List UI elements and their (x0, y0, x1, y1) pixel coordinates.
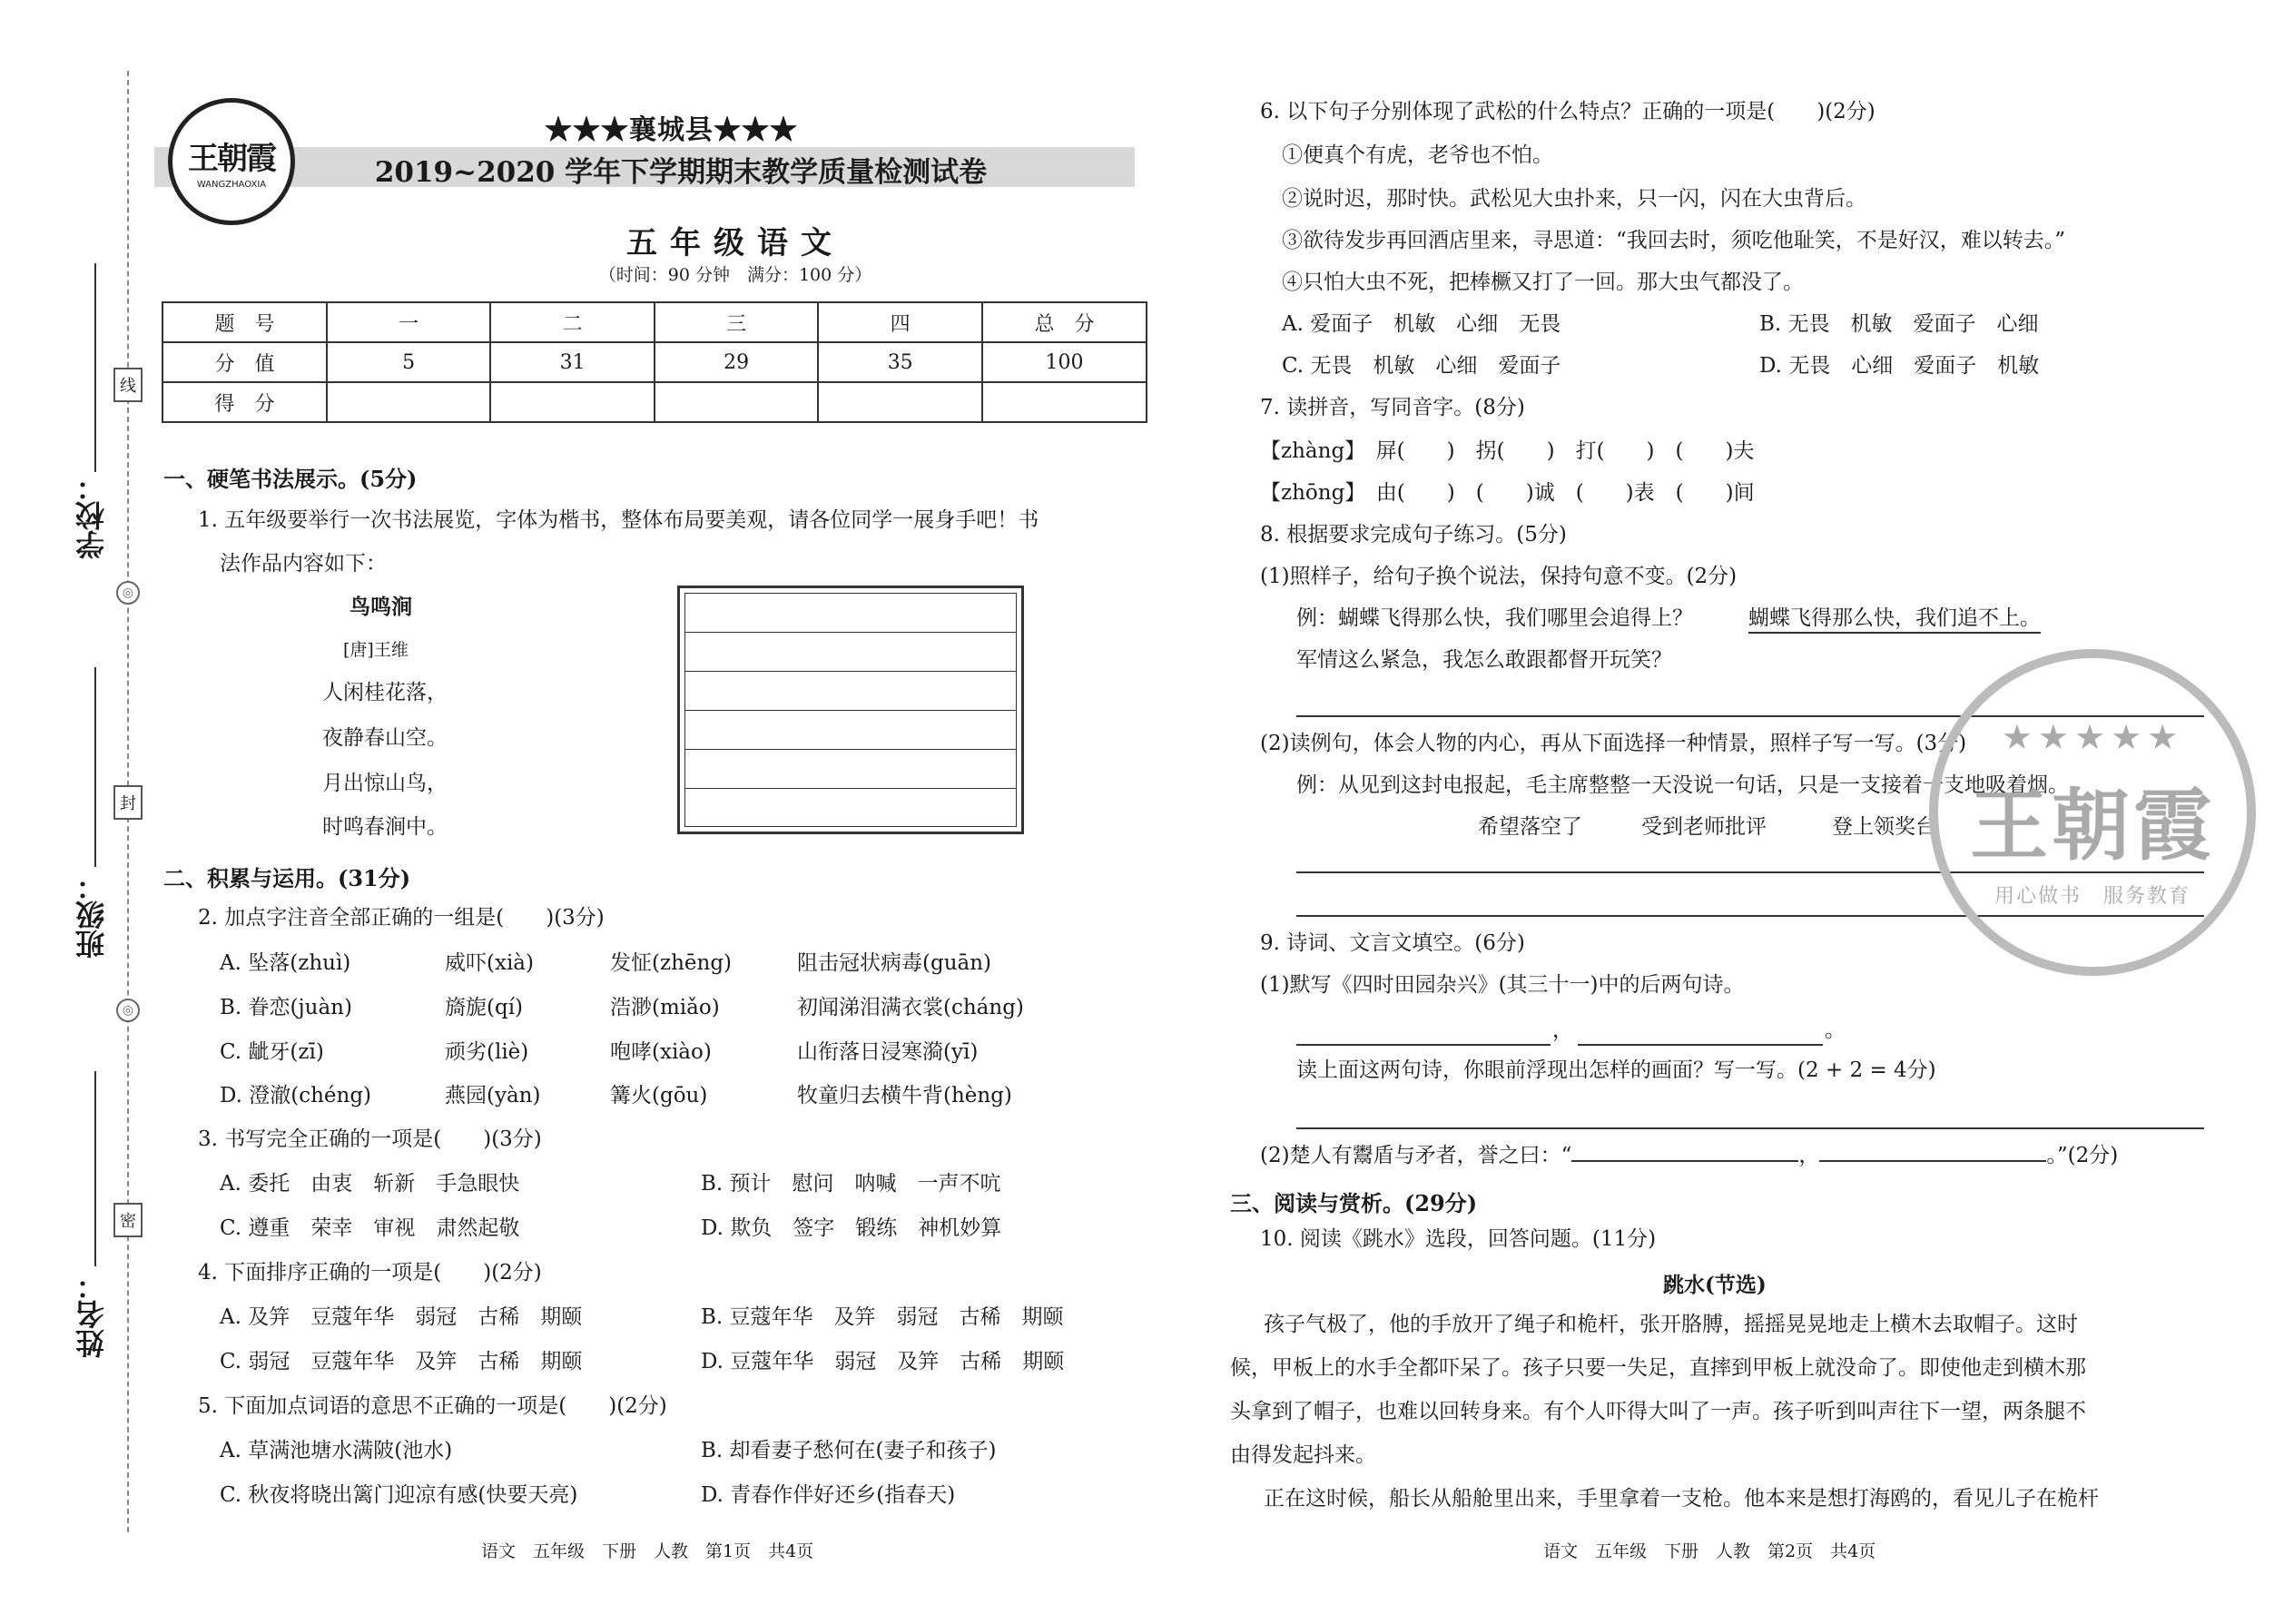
option: 旖旎(qí) (445, 996, 524, 1019)
q6-text: 6. 以下句子分别体现了武松的什么特点？正确的一项是( )(2分) (1260, 100, 1876, 123)
name-write-line (94, 1071, 96, 1266)
option: A. 委托 由衷 斩新 手急眼快 (220, 1172, 520, 1196)
stamp-stars: ★★★★★ (2001, 716, 2184, 757)
option: D. 欺负 签字 锻练 神机妙算 (701, 1216, 1002, 1240)
class-label: 班级： (74, 871, 109, 959)
option: 篝火(gōu) (610, 1084, 708, 1107)
q7-text: 7. 读拼音，写同音字。(8分) (1260, 396, 1525, 419)
q5-text: 5. 下面加点词语的意思不正确的一项是( )(2分) (198, 1394, 667, 1418)
scenario-option: 希望落空了 (1478, 815, 1582, 839)
option: 牧童归去横牛背(hèng) (797, 1084, 1012, 1107)
table-row (162, 302, 1147, 342)
poem-line: 夜静春山空。 (322, 726, 448, 750)
q9-read: 读上面这两句诗，你眼前浮现出怎样的画面？写一写。(2 + 2 = 4分) (1296, 1058, 1936, 1082)
table-cell: 分 值 (162, 342, 327, 382)
passage-line: 候，甲板上的水手全都吓呆了。孩子只要一失足，直摔到甲板上就没命了。即使他走到横木那 (1230, 1356, 2086, 1380)
option: 阻击冠状病毒(guān) (797, 951, 992, 975)
table-cell: 四 (818, 302, 982, 342)
option: 顽劣(liè) (445, 1040, 529, 1064)
score-input-cell[interactable] (982, 382, 1147, 422)
q8-part1: (1)照样子，给句子换个说法，保持句意不变。(2分) (1260, 565, 1738, 588)
answer-line[interactable] (1296, 1044, 1551, 1046)
scenario-option: 受到老师批评 (1641, 815, 1767, 839)
option: B. 却看妻子愁何在(妻子和孩子) (701, 1439, 997, 1462)
option: B. 豆蔻年华 及笄 弱冠 古稀 期颐 (701, 1305, 1064, 1329)
option: 初闻涕泪满衣裳(cháng) (797, 996, 1024, 1019)
table-cell: 100 (982, 342, 1147, 382)
option: D. 豆蔻年华 弱冠 及笄 古稀 期颐 (701, 1350, 1065, 1373)
passage-line: 孩子气极了，他的手放开了绳子和桅杆，张开胳膊，摇摇晃晃地走上横木去取帽子。这时 (1264, 1313, 2078, 1336)
scenario-option: 登上领奖台 (1832, 815, 1936, 839)
ring-icon: ◎ (116, 999, 140, 1022)
school-label: 学校： (74, 472, 109, 559)
poem-line: 人闲桂花落， (322, 681, 448, 704)
table-cell: 29 (655, 342, 819, 382)
subject-title: 五年级语文 (626, 225, 844, 261)
q4-text: 4. 下面排序正确的一项是( )(2分) (198, 1261, 542, 1284)
exam-info: （时间：90 分钟 满分：100 分） (598, 265, 872, 285)
table-cell: 题 号 (162, 302, 327, 342)
passage-line: 由得发起抖来。 (1230, 1443, 1376, 1467)
score-input-cell[interactable] (490, 382, 655, 422)
option: C. 龇牙(zī) (220, 1040, 324, 1064)
table-row (162, 342, 1147, 382)
q8-example-answer: 蝴蝶飞得那么快，我们追不上。 (1748, 606, 2041, 634)
option: 燕园(yàn) (445, 1084, 541, 1107)
page-footer-right: 语文 五年级 下册 人教 第2页 共4页 (1543, 1541, 1876, 1561)
poem-line: 时鸣春涧中。 (322, 815, 448, 839)
option: D. 无畏 心细 爱面子 机敏 (1759, 354, 2040, 378)
school-write-line (94, 263, 96, 472)
score-input-cell[interactable] (818, 382, 982, 422)
logo-sub: WANGZHAOXIA (196, 180, 267, 190)
answer-line[interactable] (1578, 1044, 1823, 1046)
q6-sentence: ①便真个有虎，老爷也不怕。 (1282, 143, 1553, 167)
page-footer-left: 语文 五年级 下册 人教 第1页 共4页 (481, 1541, 814, 1561)
q1-text: 1. 五年级要举行一次书法展览，字体为楷书，整体布局要美观，请各位同学一展身手吧！书 (198, 508, 1039, 532)
q9-part2: (2)楚人有鬻盾与矛者，誉之曰：“ ， 。”(2分) (1260, 1144, 2119, 1167)
answer-line[interactable] (1296, 1127, 2204, 1129)
section-2-heading: 二、积累与运用。(31分) (163, 865, 411, 891)
q1-text-cont: 法作品内容如下： (220, 552, 387, 576)
ring-icon: ◎ (116, 581, 140, 605)
name-label: 姓名： (74, 1271, 109, 1358)
stamp-slogan: 用心做书 服务教育 (1994, 884, 2191, 908)
option: C. 秋夜将晓出篱门迎凉有感(快要天亮) (220, 1483, 578, 1507)
q2-text: 2. 加点字注音全部正确的一组是( )(3分) (198, 906, 605, 930)
option: B. 眷恋(juàn) (220, 996, 352, 1019)
q7-row-zhang: 【zhàng】 屏( ) 拐( ) 打( ) ( )夫 (1260, 439, 1755, 463)
q10-text: 10. 阅读《跳水》选段，回答问题。(11分) (1260, 1227, 1657, 1251)
option: 咆哮(xiào) (610, 1040, 712, 1064)
option: A. 坠落(zhuì) (220, 951, 351, 975)
mark-feng: 封 (113, 785, 143, 820)
option: 威吓(xià) (445, 951, 534, 975)
q8-text: 8. 根据要求完成句子练习。(5分) (1260, 523, 1567, 546)
q6-sentence: ④只怕大虫不死，把棒橛又打了一回。那大虫气都没了。 (1282, 271, 1804, 294)
table-cell: 二 (490, 302, 655, 342)
score-table (162, 301, 1147, 423)
option: B. 预计 慰问 呐喊 一声不吭 (701, 1172, 1001, 1196)
table-cell: 35 (818, 342, 982, 382)
q8-part2: (2)读例句，体会人物的内心，再从下面选择一种情景，照样子写一写。(3分) (1260, 732, 1967, 755)
calligraphy-writing-box[interactable] (677, 586, 1024, 834)
option: D. 澄澈(chéng) (220, 1084, 372, 1107)
table-cell: 得 分 (162, 382, 327, 422)
option: 发怔(zhēng) (610, 951, 733, 975)
table-cell: 三 (655, 302, 819, 342)
class-write-line (94, 667, 96, 867)
mark-xian: 线 (113, 368, 143, 402)
logo-text: 王朝霞 (188, 141, 275, 177)
option: A. 草满池塘水满陂(池水) (220, 1439, 453, 1462)
option: D. 青春作伴好还乡(指春天) (701, 1483, 956, 1507)
publisher-logo (168, 98, 295, 225)
passage-title: 跳水(节选) (1663, 1273, 1767, 1297)
q7-row-zhong: 【zhōng】 由( ) ( )诚 ( )表 ( )间 (1260, 481, 1755, 505)
table-row (162, 382, 1147, 422)
q8-example: 例：蝴蝶飞得那么快，我们哪里会追得上？ (1296, 606, 1693, 630)
score-input-cell[interactable] (655, 382, 819, 422)
q8-question: 军情这么紧急，我怎么敢跟都督开玩笑？ (1296, 648, 1672, 672)
score-input-cell[interactable] (327, 382, 490, 422)
option: B. 无畏 机敏 爱面子 心细 (1759, 312, 2039, 336)
stamp-text: 王朝霞 (1970, 779, 2215, 871)
poem-author: [唐]王维 (343, 640, 409, 660)
section-1-heading: 一、硬笔书法展示。(5分) (163, 466, 418, 492)
option: C. 无畏 机敏 心细 爱面子 (1282, 354, 1561, 378)
table-cell: 5 (327, 342, 490, 382)
q9-period: 。 (1825, 1019, 1846, 1042)
section-3-heading: 三、阅读与赏析。(29分) (1230, 1190, 1478, 1216)
option: 浩渺(miǎo) (610, 996, 720, 1019)
exam-title: 2019~2020 学年下学期期末教学质量检测试卷 (374, 156, 988, 189)
option: C. 弱冠 豆蔻年华 及笄 古稀 期颐 (220, 1350, 583, 1373)
poem-title: 鸟鸣涧 (350, 595, 412, 619)
watermark-stamp (1929, 649, 2256, 976)
q9-text: 9. 诗词、文言文填空。(6分) (1260, 931, 1525, 955)
q6-sentence: ②说时迟，那时快。武松见大虫扑来，只一闪，闪在大虫背后。 (1282, 187, 1866, 211)
poem-line: 月出惊山鸟， (322, 772, 448, 795)
table-cell: 一 (327, 302, 490, 342)
q6-sentence: ③欲待发步再回酒店里来，寻思道：“我回去时，须吃他耻笑，不是好汉，难以转去。” (1282, 229, 2066, 252)
q8-part2-example: 例：从见到这封电报起，毛主席整整一天没说一句话，只是一支接着一支地吸着烟。 (1296, 773, 2069, 797)
q9-comma: ， (1552, 1019, 1573, 1042)
option: A. 及笄 豆蔻年华 弱冠 古稀 期颐 (220, 1305, 583, 1329)
q9-part1: (1)默写《四时田园杂兴》(其三十一)中的后两句诗。 (1260, 973, 1745, 997)
q3-text: 3. 书写完全正确的一项是( )(3分) (198, 1127, 542, 1151)
mark-mi: 密 (113, 1203, 143, 1237)
option: C. 遵重 荣幸 审视 肃然起敬 (220, 1216, 520, 1240)
option: A. 爱面子 机敏 心细 无畏 (1282, 312, 1561, 336)
table-cell: 总 分 (982, 302, 1147, 342)
passage-line: 正在这时候，船长从船舱里出来，手里拿着一支枪。他本来是想打海鸥的，看见儿子在桅杆 (1264, 1487, 2099, 1511)
option: 山衔落日浸寒漪(yī) (797, 1040, 979, 1064)
table-cell: 31 (490, 342, 655, 382)
county-name: ★★★襄城县★★★ (545, 114, 798, 146)
passage-line: 头拿到了帽子，也难以回转身来。有个人吓得大叫了一声。孩子听到叫声往下一望，两条腿不 (1230, 1400, 2086, 1423)
